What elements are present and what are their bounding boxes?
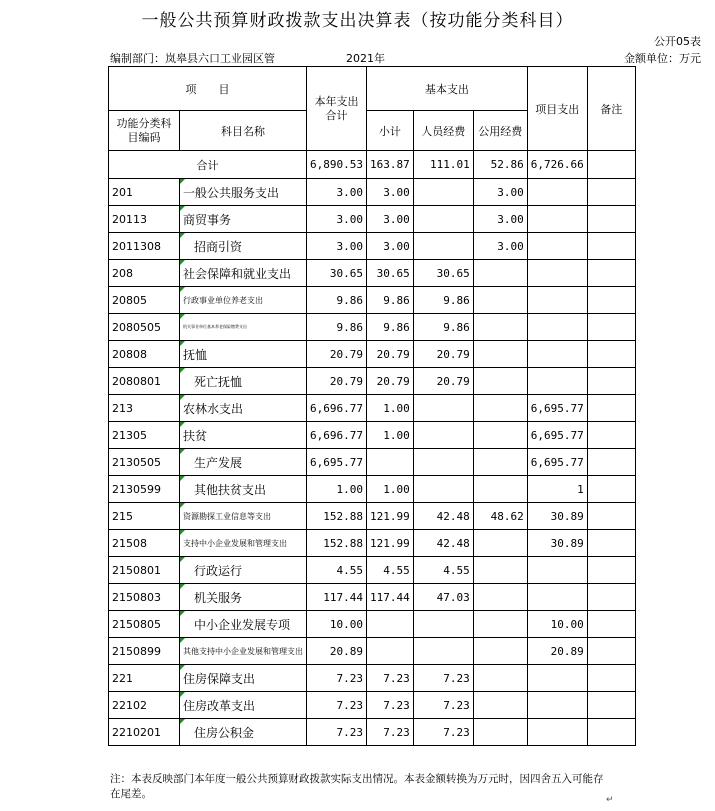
- table-row: [109, 206, 636, 233]
- cell-marker-icon: [180, 233, 185, 238]
- row-annual: 1.00: [307, 476, 367, 503]
- row-annual: 9.86: [307, 287, 367, 314]
- row-project: 30.89: [527, 530, 587, 557]
- row-project: [527, 260, 587, 287]
- row-project: [527, 341, 587, 368]
- total-public: 52.86: [473, 151, 527, 179]
- row-subtotal: 20.79: [366, 341, 413, 368]
- row-code: 20808: [109, 341, 180, 368]
- row-personnel: 42.48: [413, 503, 473, 530]
- table-row: [109, 179, 636, 206]
- table-row: [109, 449, 636, 476]
- total-annual: 6,890.53: [307, 151, 367, 179]
- row-subject-label: 社会保障和就业支出: [183, 266, 292, 281]
- row-subtotal: 9.86: [366, 287, 413, 314]
- row-annual: 152.88: [307, 503, 367, 530]
- cell-marker-icon: [180, 665, 185, 670]
- row-annual: 10.00: [307, 611, 367, 638]
- row-subtotal: [366, 611, 413, 638]
- table-row: [109, 530, 636, 557]
- table-row: [109, 719, 636, 746]
- row-remark: [587, 341, 635, 368]
- row-subtotal: 117.44: [366, 584, 413, 611]
- row-remark: [587, 584, 635, 611]
- row-project: 6,695.77: [527, 449, 587, 476]
- row-public: [473, 476, 527, 503]
- row-public: 3.00: [473, 233, 527, 260]
- row-code: 21305: [109, 422, 180, 449]
- row-subtotal: 20.79: [366, 368, 413, 395]
- total-row: [109, 151, 636, 179]
- header-func-code: 功能分类科目编码: [109, 111, 180, 151]
- row-subject-name: [180, 584, 307, 611]
- row-remark: [587, 422, 635, 449]
- row-subject-name: [180, 287, 307, 314]
- table-row: [109, 665, 636, 692]
- total-label: 合计: [109, 151, 307, 179]
- row-public: [473, 719, 527, 746]
- row-public: [473, 584, 527, 611]
- row-subject-label: 招商引资: [194, 239, 243, 254]
- row-subject-label: 住房改革支出: [183, 698, 256, 713]
- row-remark: [587, 287, 635, 314]
- row-project: [527, 692, 587, 719]
- row-project: [527, 206, 587, 233]
- table-row: [109, 314, 636, 341]
- row-annual: 6,695.77: [307, 449, 367, 476]
- row-subject-label: 中小企业发展专项: [194, 617, 291, 632]
- row-code: 2080801: [109, 368, 180, 395]
- row-subject-label: 死亡抚恤: [194, 374, 243, 389]
- row-subject-label: 支持中小企业发展和管理支出: [183, 538, 287, 548]
- row-code: 2130599: [109, 476, 180, 503]
- row-annual: 30.65: [307, 260, 367, 287]
- total-personnel: 111.01: [413, 151, 473, 179]
- table-row: [109, 395, 636, 422]
- cell-marker-icon: [180, 530, 185, 535]
- cell-marker-icon: [180, 395, 185, 400]
- unit-label: 金额单位：万元: [624, 52, 701, 65]
- header-subject-name: 科目名称: [180, 111, 307, 151]
- row-project: [527, 665, 587, 692]
- row-public: [473, 449, 527, 476]
- row-personnel: [413, 638, 473, 665]
- row-subject-label: 其他扶贫支出: [194, 482, 267, 497]
- row-code: 2011308: [109, 233, 180, 260]
- row-annual: 4.55: [307, 557, 367, 584]
- header-annual-total: 本年支出合计: [307, 67, 367, 151]
- row-personnel: 9.86: [413, 287, 473, 314]
- row-project: [527, 179, 587, 206]
- row-public: [473, 692, 527, 719]
- row-public: [473, 395, 527, 422]
- row-public: [473, 557, 527, 584]
- cell-marker-icon: [180, 368, 185, 373]
- row-subtotal: 1.00: [366, 476, 413, 503]
- row-project: 20.89: [527, 638, 587, 665]
- row-code: 213: [109, 395, 180, 422]
- row-project: [527, 314, 587, 341]
- row-code: 21508: [109, 530, 180, 557]
- page-title: 一般公共预算财政拨款支出决算表（按功能分类科目）: [141, 11, 574, 31]
- row-remark: [587, 665, 635, 692]
- expenditure-table: [108, 66, 636, 746]
- row-annual: 3.00: [307, 179, 367, 206]
- row-code: 2080505: [109, 314, 180, 341]
- cell-marker-icon: [180, 422, 185, 427]
- table-row: [109, 638, 636, 665]
- row-subject-label: 农林水支出: [183, 401, 244, 416]
- row-subtotal: 7.23: [366, 719, 413, 746]
- total-project: 6,726.66: [527, 151, 587, 179]
- row-public: [473, 368, 527, 395]
- row-personnel: [413, 449, 473, 476]
- table-row: [109, 503, 636, 530]
- row-remark: [587, 557, 635, 584]
- row-subject-label: 住房保障支出: [183, 671, 256, 686]
- row-remark: [587, 530, 635, 557]
- row-public: [473, 314, 527, 341]
- row-personnel: [413, 422, 473, 449]
- row-code: 201: [109, 179, 180, 206]
- row-remark: [587, 449, 635, 476]
- row-code: 20113: [109, 206, 180, 233]
- header-subtotal: 小计: [366, 111, 413, 151]
- row-code: 215: [109, 503, 180, 530]
- row-remark: [587, 611, 635, 638]
- row-subject-name: [180, 341, 307, 368]
- row-personnel: [413, 233, 473, 260]
- table-row: [109, 476, 636, 503]
- meta-line: [110, 50, 701, 65]
- row-code: 2130505: [109, 449, 180, 476]
- row-project: 6,695.77: [527, 395, 587, 422]
- row-project: 1: [527, 476, 587, 503]
- row-remark: [587, 503, 635, 530]
- row-annual: 3.00: [307, 206, 367, 233]
- row-annual: 7.23: [307, 692, 367, 719]
- row-subject-label: 行政事业单位养老支出: [183, 295, 263, 305]
- row-project: [527, 584, 587, 611]
- header-item: 项 目: [109, 67, 307, 111]
- row-subtotal: 1.00: [366, 422, 413, 449]
- row-code: 208: [109, 260, 180, 287]
- row-subtotal: [366, 449, 413, 476]
- row-public: [473, 422, 527, 449]
- row-subject-name: [180, 233, 307, 260]
- cell-marker-icon: [180, 611, 185, 616]
- row-remark: [587, 692, 635, 719]
- row-subject-name: [180, 692, 307, 719]
- row-remark: [587, 476, 635, 503]
- header-project: 项目支出: [527, 67, 587, 151]
- row-public: 48.62: [473, 503, 527, 530]
- row-remark: [587, 719, 635, 746]
- row-annual: 20.89: [307, 638, 367, 665]
- cell-marker-icon: [180, 638, 185, 643]
- row-code: 20805: [109, 287, 180, 314]
- row-public: [473, 611, 527, 638]
- row-project: 6,695.77: [527, 422, 587, 449]
- year-label: 2021年: [346, 52, 385, 65]
- row-remark: [587, 395, 635, 422]
- row-subtotal: 4.55: [366, 557, 413, 584]
- row-subtotal: 1.00: [366, 395, 413, 422]
- row-personnel: 7.23: [413, 665, 473, 692]
- row-subject-name: [180, 611, 307, 638]
- row-personnel: 30.65: [413, 260, 473, 287]
- cell-marker-icon: [180, 476, 185, 481]
- row-project: [527, 719, 587, 746]
- cell-marker-icon: [180, 692, 185, 697]
- row-personnel: [413, 206, 473, 233]
- row-subject-name: [180, 260, 307, 287]
- total-remark: [587, 151, 635, 179]
- table-row: [109, 341, 636, 368]
- row-subject-label: 商贸事务: [183, 212, 232, 227]
- row-personnel: [413, 611, 473, 638]
- row-subject-name: [180, 719, 307, 746]
- row-public: [473, 287, 527, 314]
- row-annual: 9.86: [307, 314, 367, 341]
- row-subject-name: [180, 638, 307, 665]
- cell-marker-icon: [180, 557, 185, 562]
- row-annual: 20.79: [307, 341, 367, 368]
- row-public: [473, 665, 527, 692]
- cell-marker-icon: [180, 341, 185, 346]
- table-row: [109, 557, 636, 584]
- row-remark: [587, 206, 635, 233]
- paragraph-mark: ↵: [606, 795, 614, 805]
- header-public: 公用经费: [473, 111, 527, 151]
- cell-marker-icon: [180, 584, 185, 589]
- row-personnel: [413, 476, 473, 503]
- row-annual: 7.23: [307, 665, 367, 692]
- cell-marker-icon: [180, 260, 185, 265]
- row-public: [473, 530, 527, 557]
- table-row: [109, 584, 636, 611]
- row-annual: 6,696.77: [307, 422, 367, 449]
- row-subject-label: 扶贫: [183, 428, 208, 443]
- row-subtotal: 3.00: [366, 233, 413, 260]
- row-code: 221: [109, 665, 180, 692]
- row-code: 2150899: [109, 638, 180, 665]
- row-personnel: [413, 179, 473, 206]
- row-personnel: 4.55: [413, 557, 473, 584]
- row-code: 2150805: [109, 611, 180, 638]
- row-subject-label: 抚恤: [183, 347, 208, 362]
- row-subtotal: 9.86: [366, 314, 413, 341]
- row-personnel: 42.48: [413, 530, 473, 557]
- table-row: [109, 422, 636, 449]
- row-annual: 6,696.77: [307, 395, 367, 422]
- row-subject-label: 机关事业单位基本养老保险缴费支出: [183, 324, 247, 329]
- row-subtotal: 7.23: [366, 692, 413, 719]
- row-subject-label: 机关服务: [194, 590, 243, 605]
- row-subtotal: 7.23: [366, 665, 413, 692]
- cell-marker-icon: [180, 179, 185, 184]
- row-subject-name: [180, 557, 307, 584]
- row-remark: [587, 260, 635, 287]
- row-remark: [587, 638, 635, 665]
- row-personnel: 20.79: [413, 341, 473, 368]
- table-row: [109, 368, 636, 395]
- row-project: [527, 557, 587, 584]
- row-public: 3.00: [473, 179, 527, 206]
- row-public: [473, 260, 527, 287]
- cell-marker-icon: [180, 719, 185, 724]
- row-subject-label: 生产发展: [194, 455, 243, 470]
- row-subject-label: 住房公积金: [194, 725, 255, 740]
- row-subtotal: 3.00: [366, 206, 413, 233]
- dept-label: 编制部门：岚皋县六口工业园区管: [110, 52, 275, 65]
- row-public: [473, 341, 527, 368]
- row-project: [527, 368, 587, 395]
- row-code: 2150801: [109, 557, 180, 584]
- row-personnel: [413, 395, 473, 422]
- row-annual: 117.44: [307, 584, 367, 611]
- row-subject-name: [180, 179, 307, 206]
- table-code: 公开05表: [654, 35, 701, 48]
- row-subtotal: 121.99: [366, 503, 413, 530]
- row-subject-name: [180, 530, 307, 557]
- row-remark: [587, 314, 635, 341]
- total-subtotal: 163.87: [366, 151, 413, 179]
- footnote: 注：本表反映部门本年度一般公共预算财政拨款实际支出情况。本表金额转换为万元时，因四舍五入可能存在尾差。: [110, 773, 604, 800]
- row-personnel: 20.79: [413, 368, 473, 395]
- row-code: 2150803: [109, 584, 180, 611]
- row-project: 30.89: [527, 503, 587, 530]
- row-subject-label: 行政运行: [194, 563, 243, 578]
- table-row: [109, 233, 636, 260]
- row-subtotal: 121.99: [366, 530, 413, 557]
- row-remark: [587, 179, 635, 206]
- row-code: 2210201: [109, 719, 180, 746]
- row-subject-name: [180, 665, 307, 692]
- row-subtotal: 30.65: [366, 260, 413, 287]
- table-row: [109, 260, 636, 287]
- row-subject-label: 其他支持中小企业发展和管理支出: [183, 646, 303, 656]
- row-public: [473, 638, 527, 665]
- row-subtotal: [366, 638, 413, 665]
- cell-marker-icon: [180, 206, 185, 211]
- row-personnel: 7.23: [413, 719, 473, 746]
- row-project: [527, 287, 587, 314]
- row-remark: [587, 233, 635, 260]
- table-row: [109, 287, 636, 314]
- row-subject-label: 资源勘探工业信息等支出: [183, 511, 271, 521]
- row-personnel: 7.23: [413, 692, 473, 719]
- header-personnel: 人员经费: [413, 111, 473, 151]
- row-subtotal: 3.00: [366, 179, 413, 206]
- row-annual: 7.23: [307, 719, 367, 746]
- row-personnel: 9.86: [413, 314, 473, 341]
- row-subject-label: 一般公共服务支出: [183, 185, 280, 200]
- cell-marker-icon: [180, 314, 185, 319]
- row-subject-name: [180, 314, 307, 341]
- row-subject-name: [180, 422, 307, 449]
- cell-marker-icon: [180, 449, 185, 454]
- table-row: [109, 611, 636, 638]
- row-subject-name: [180, 449, 307, 476]
- table-row: [109, 692, 636, 719]
- row-subject-name: [180, 503, 307, 530]
- cell-marker-icon: [180, 287, 185, 292]
- row-code: 22102: [109, 692, 180, 719]
- row-subject-name: [180, 395, 307, 422]
- row-personnel: 47.03: [413, 584, 473, 611]
- row-subject-name: [180, 368, 307, 395]
- row-project: 10.00: [527, 611, 587, 638]
- row-public: 3.00: [473, 206, 527, 233]
- header-remark: 备注: [587, 67, 635, 151]
- row-subject-name: [180, 206, 307, 233]
- row-remark: [587, 368, 635, 395]
- cell-marker-icon: [180, 503, 185, 508]
- row-annual: 3.00: [307, 233, 367, 260]
- row-annual: 20.79: [307, 368, 367, 395]
- row-project: [527, 233, 587, 260]
- row-subject-name: [180, 476, 307, 503]
- header-basic: 基本支出: [366, 67, 527, 111]
- row-annual: 152.88: [307, 530, 367, 557]
